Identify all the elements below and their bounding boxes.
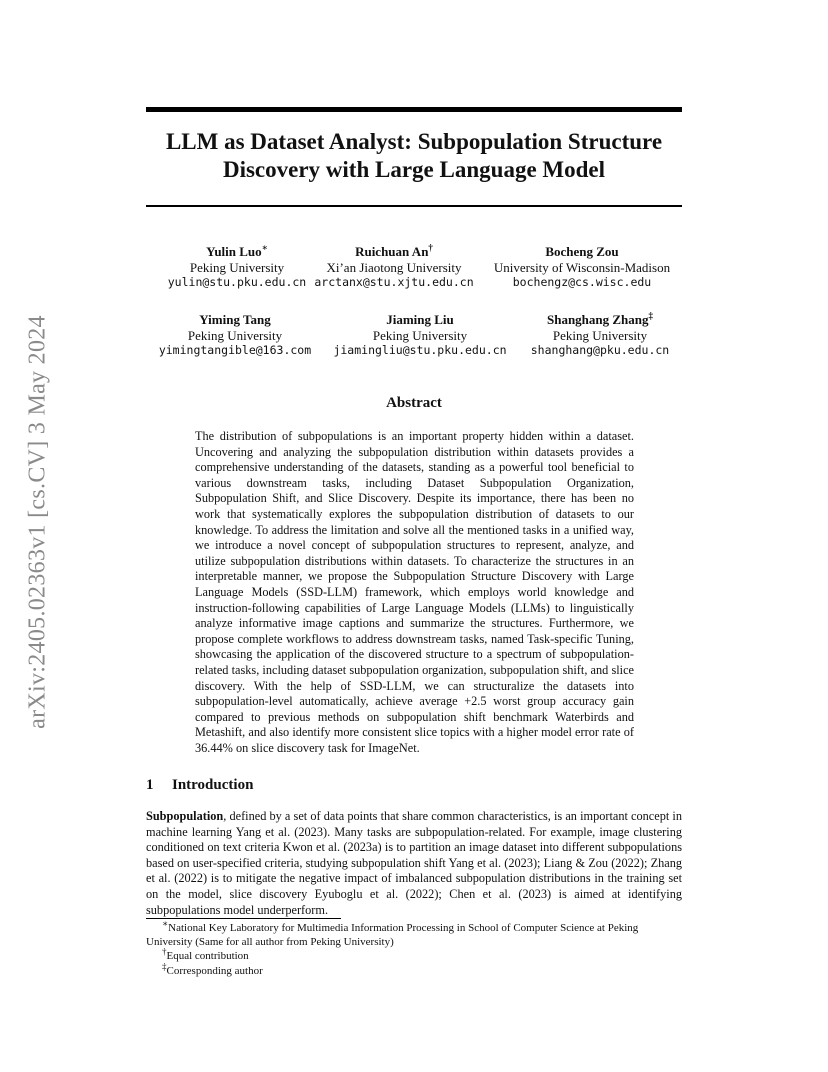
introduction-lead-term: Subpopulation [146, 809, 224, 823]
author-mark: ‡ [648, 310, 654, 321]
author-block [480, 312, 720, 359]
footnote-mark: ‡ [162, 961, 167, 972]
arxiv-identifier: arXiv:2405.02363v1 [cs.CV] 3 May 2024 [24, 315, 51, 729]
author-name: Jiaming Liu [386, 312, 454, 327]
footnote [146, 961, 682, 978]
author-affiliation: Peking University [187, 327, 283, 343]
footnote-text: Equal contribution [166, 950, 249, 962]
abstract-heading: Abstract [386, 395, 442, 411]
abstract-text: The distribution of subpopulations is an important property hidden within a dataset. Uncovering and analyzing the subpopulation distribution within datasets provides a comprehensive understanding of the datasets, standing as a powerful tool beneficial to various downstream tasks, including Dataset Subpopulation Organization, Subpopulation Shift, and Slice Discovery. Despite its importance, there has been no work that systematically explores the subpopulation distribution of datasets to our knowledge. To address the limitation and solve all the mentioned tasks in a unified way, we introduce a novel concept of subpopulation structures to represent, analyze, and utilize subpopulation distributions within datasets. To characterize the structures in an interpretable manner, we propose the Subpopulation Structure Discovery with Large Language Models (SSD-LLM) framework, which employs world knowledge and instruction-following capabilities of Large Language Models (LLMs) to linguistically analyze informative image captions and summarize the structures. Furthermore, we propose complete workflows to address downstream tasks, named Task-specific Tuning, showcasing the application of the discovered structure to a spectrum of subpopulation-related tasks, including dataset subpopulation organization, subpopulation shift, and slice discovery. With the help of SSD-LLM, we can structuralize the datasets into subpopulation-level automatically, achieve average +2.5 worst group accuracy gain compared to previous methods on subpopulation shift benchmark Waterbirds and Metashift, and also identify more consistent slice topics with a higher model error rate of 36.44% on slice discovery task for ImageNet. [195, 429, 634, 755]
title-top-rule [146, 107, 682, 112]
section-title: Introduction [172, 777, 254, 793]
author-name: Yiming Tang [199, 312, 271, 327]
author-email: jiamingliu@stu.pku.edu.cn [333, 343, 507, 357]
author-block [462, 244, 702, 291]
author-email: yimingtangible@163.com [158, 343, 312, 357]
footnote-text: National Key Laboratory for Multimedia Information Processing in School of Computer Science at Peking University (Same for all author from Peking University) [146, 922, 639, 948]
author-affiliation: Peking University [189, 259, 285, 275]
author-email: arctanx@stu.xjtu.edu.cn [314, 275, 474, 289]
author-affiliation: Xi’an Jiaotong University [326, 259, 462, 275]
title-bottom-rule [146, 205, 682, 207]
author-name: Shanghang Zhang [546, 312, 649, 327]
author-name: Bocheng Zou [545, 244, 619, 259]
author-affiliation: Peking University [372, 327, 468, 343]
footnote-mark: ∗ [162, 918, 169, 929]
author-mark: † [428, 242, 433, 253]
footnote-text: Corresponding author [166, 965, 263, 977]
author-affiliation: Peking University [552, 327, 648, 343]
author-affiliation: University of Wisconsin-Madison [493, 259, 671, 275]
paper-title: LLM as Dataset Analyst: Subpopulation Structure Discovery with Large Language Model [165, 129, 663, 182]
author-name: Ruichuan An [355, 244, 429, 259]
section-number: 1 [146, 777, 154, 793]
author-email: shanghang@pku.edu.cn [530, 343, 670, 357]
author-mark: ∗ [261, 242, 268, 253]
footnote-mark: † [162, 946, 167, 957]
footnote-rule [146, 918, 341, 919]
footnote [146, 946, 682, 963]
footnote [146, 918, 682, 949]
introduction-text: , defined by a set of data points that share common characteristics, is an important concept in machine learning Yang et al. (2023). Many tasks are subpopulation-related. For example, image clustering conditioned on text criteria Kwon et al. (2023a) is to partition an image dataset into different subpopulations based on user-specified criteria, studying subpopulation shift Yang et al. (2023); Liang & Zou (2022); Zhang et al. (2022) is to mitigate the negative impact of imbalanced subpopulation distributions in the training set on the model, slice discovery Eyuboglu et al. (2022); Chen et al. (2023) is aimed at identifying subpopulations model underperform. [146, 809, 682, 917]
author-email: yulin@stu.pku.edu.cn [167, 275, 307, 289]
introduction-paragraph [146, 809, 682, 918]
author-name: Yulin Luo [206, 244, 262, 259]
section-heading [146, 777, 253, 794]
author-email: bochengz@cs.wisc.edu [512, 275, 652, 289]
